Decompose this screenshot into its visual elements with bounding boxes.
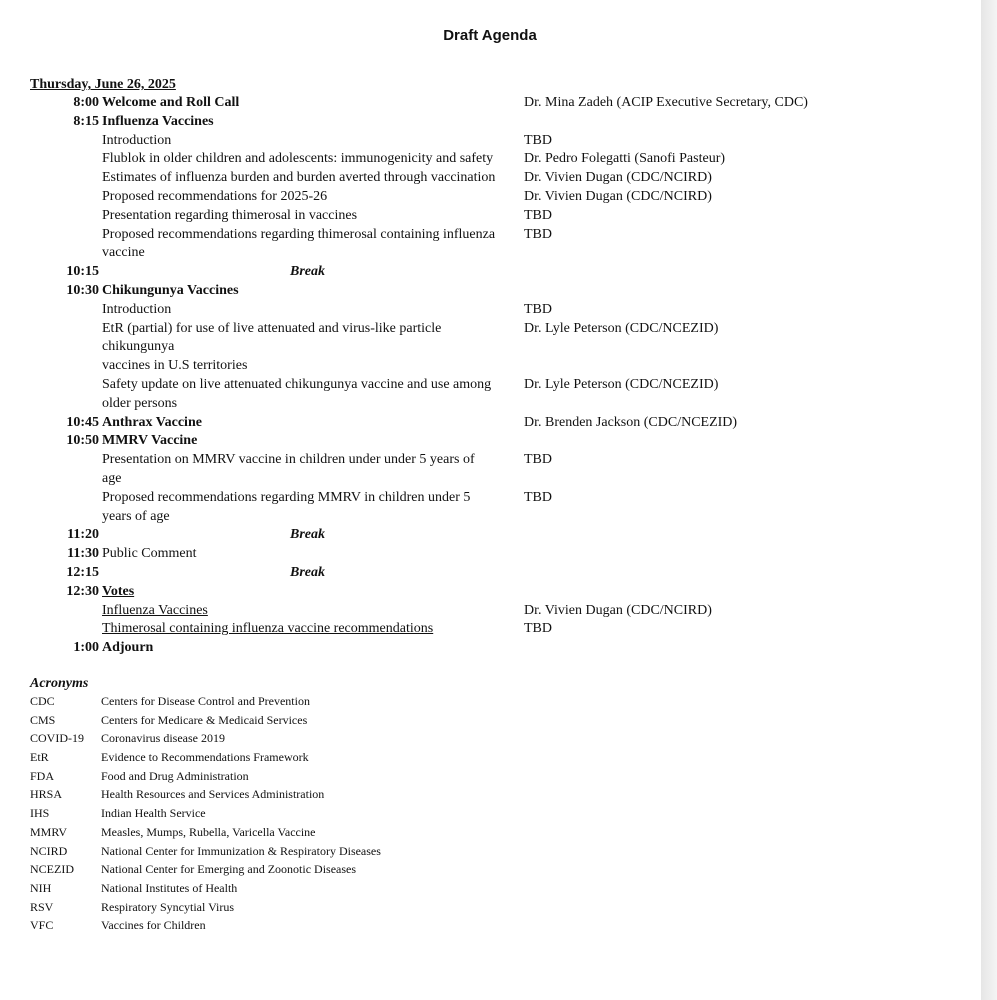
agenda-day-heading: Thursday, June 26, 2025 xyxy=(30,77,176,92)
acronym-abbr: CDC xyxy=(30,694,55,708)
agenda-topic: Influenza Vaccines xyxy=(102,113,214,129)
acronym-definition: Health Resources and Services Administration xyxy=(101,787,325,802)
agenda-row xyxy=(0,470,980,489)
agenda-speaker: TBD xyxy=(524,226,552,242)
agenda-topic: Presentation regarding thimerosal in vaccines xyxy=(102,207,358,223)
agenda-row xyxy=(0,338,980,357)
agenda-topic: Votes xyxy=(102,583,135,599)
agenda-time: 12:15 xyxy=(66,564,99,580)
agenda-speaker: Dr. Mina Zadeh (ACIP Executive Secretary, CDC) xyxy=(524,95,808,110)
agenda-topic: Presentation on MMRV vaccine in children under under 5 years of xyxy=(102,452,475,468)
agenda-row xyxy=(0,376,980,395)
agenda-break: Break xyxy=(290,264,325,280)
agenda-speaker: TBD xyxy=(524,452,552,468)
agenda-speaker: Dr. Lyle Peterson (CDC/NCEZID) xyxy=(524,320,719,336)
agenda-row xyxy=(0,94,980,113)
acronym-row xyxy=(30,748,530,767)
agenda-speaker: Dr. Lyle Peterson (CDC/NCEZID) xyxy=(524,376,719,392)
agenda-row xyxy=(0,620,980,639)
acronym-definition: Centers for Medicare & Medicaid Services xyxy=(101,712,308,727)
agenda-row xyxy=(0,132,980,151)
agenda-row xyxy=(0,489,980,508)
agenda-topic: MMRV Vaccine xyxy=(102,433,198,449)
acronym-abbr: NIH xyxy=(30,880,52,895)
agenda-topic: Thimerosal containing influenza vaccine recommendations xyxy=(102,621,434,637)
agenda-row xyxy=(0,244,980,263)
agenda-row xyxy=(0,639,980,658)
agenda-row xyxy=(0,545,980,564)
acronym-definition: Indian Health Service xyxy=(101,806,206,821)
acronym-definition: Coronavirus disease 2019 xyxy=(101,731,225,746)
agenda-topic: age xyxy=(102,470,122,486)
agenda-topic: Proposed recommendations for 2025-26 xyxy=(102,188,328,204)
agenda-time: 10:15 xyxy=(66,264,99,280)
acronyms-heading: Acronyms xyxy=(30,676,89,691)
agenda-time: 12:30 xyxy=(66,583,99,599)
agenda-topic: Influenza Vaccines xyxy=(102,602,208,618)
agenda-row xyxy=(0,432,980,451)
acronym-row xyxy=(30,711,530,730)
agenda-topic: vaccines in U.S territories xyxy=(102,358,248,374)
agenda-topic: Estimates of influenza burden and burden averted through vaccination xyxy=(102,170,496,186)
agenda-time: 8:15 xyxy=(73,113,99,129)
agenda-topic: Anthrax Vaccine xyxy=(102,414,202,430)
acronym-abbr: MMRV xyxy=(30,824,68,839)
acronym-definition: National Institutes of Health xyxy=(101,880,238,895)
acronym-row xyxy=(30,804,530,823)
agenda-row xyxy=(0,301,980,320)
agenda-speaker: Dr. Pedro Folegatti (Sanofi Pasteur) xyxy=(524,151,726,167)
acronym-row xyxy=(30,879,530,898)
agenda-speaker: Dr. Vivien Dugan (CDC/NCIRD) xyxy=(524,188,712,204)
acronym-row xyxy=(30,729,530,748)
agenda-topic: Flublok in older children and adolescents: immunogenicity and safety xyxy=(102,151,494,167)
agenda-row xyxy=(0,263,980,282)
acronym-abbr: COVID-19 xyxy=(30,731,84,746)
acronym-definition: Respiratory Syncytial Virus xyxy=(101,899,235,914)
agenda-time: 8:00 xyxy=(73,95,99,110)
acronym-definition: Centers for Disease Control and Prevention xyxy=(101,694,310,708)
acronyms-list xyxy=(30,692,530,935)
acronym-row xyxy=(30,898,530,917)
agenda-speaker: Dr. Brenden Jackson (CDC/NCEZID) xyxy=(524,414,738,430)
acronym-abbr: EtR xyxy=(30,750,49,765)
agenda-time: 10:45 xyxy=(66,414,99,430)
acronym-abbr: FDA xyxy=(30,768,55,783)
agenda-row xyxy=(0,357,980,376)
agenda-speaker: TBD xyxy=(524,132,552,148)
agenda-topic: chikungunya xyxy=(102,339,175,355)
agenda-topic: Proposed recommendations regarding MMRV in children under 5 xyxy=(102,489,471,505)
acronym-row xyxy=(30,842,530,861)
agenda-topic: Welcome and Roll Call xyxy=(102,95,240,110)
acronym-row xyxy=(30,692,530,711)
agenda-row xyxy=(0,226,980,245)
agenda-time: 11:30 xyxy=(67,546,99,562)
agenda-row xyxy=(0,282,980,301)
agenda-speaker: TBD xyxy=(524,207,552,223)
agenda-time: 1:00 xyxy=(73,640,99,656)
acronym-definition: Vaccines for Children xyxy=(101,918,206,933)
acronym-abbr: RSV xyxy=(30,899,54,914)
acronym-definition: Measles, Mumps, Rubella, Varicella Vaccine xyxy=(101,824,316,839)
agenda-break: Break xyxy=(290,564,325,580)
agenda-topic: Chikungunya Vaccines xyxy=(102,282,239,298)
acronym-abbr: NCEZID xyxy=(30,862,74,877)
acronym-abbr: CMS xyxy=(30,712,56,727)
agenda-speaker: TBD xyxy=(524,621,552,637)
agenda-break: Break xyxy=(290,527,325,543)
agenda-row xyxy=(0,320,980,339)
acronym-abbr: NCIRD xyxy=(30,843,68,858)
agenda-topic: Proposed recommendations regarding thimerosal containing influenza xyxy=(102,226,496,242)
acronym-definition: National Center for Emerging and Zoonotic Diseases xyxy=(101,862,357,877)
acronym-definition: Evidence to Recommendations Framework xyxy=(101,750,309,765)
agenda-row xyxy=(0,414,980,433)
page-edge-shadow xyxy=(981,0,997,1000)
agenda-topic: vaccine xyxy=(102,245,145,261)
agenda-row xyxy=(0,583,980,602)
agenda-topic: Introduction xyxy=(102,301,172,317)
agenda-row xyxy=(0,169,980,188)
acronym-row xyxy=(30,860,530,879)
agenda-row xyxy=(0,451,980,470)
agenda-speaker: Dr. Vivien Dugan (CDC/NCIRD) xyxy=(524,602,712,618)
document-title: Draft Agenda xyxy=(443,27,537,44)
agenda-row xyxy=(0,564,980,583)
acronym-definition: National Center for Immunization & Respiratory Diseases xyxy=(101,843,381,858)
agenda-row xyxy=(0,113,980,132)
agenda-row xyxy=(0,207,980,226)
agenda-topic: older persons xyxy=(102,395,178,411)
agenda-speaker: Dr. Vivien Dugan (CDC/NCIRD) xyxy=(524,170,712,186)
agenda-topic: Safety update on live attenuated chikungunya vaccine and use among xyxy=(102,376,492,392)
acronym-row xyxy=(30,823,530,842)
acronym-definition: Food and Drug Administration xyxy=(101,768,249,783)
agenda-topic: Adjourn xyxy=(102,640,154,656)
agenda-row xyxy=(0,150,980,169)
agenda-speaker: TBD xyxy=(524,301,552,317)
acronym-abbr: HRSA xyxy=(30,787,63,802)
acronym-row xyxy=(30,785,530,804)
agenda-time: 10:50 xyxy=(66,433,99,449)
agenda-speaker: TBD xyxy=(524,489,552,505)
agenda-topic: Public Comment xyxy=(102,546,197,562)
acronym-row xyxy=(30,916,530,935)
agenda-row xyxy=(0,526,980,545)
agenda-topic: years of age xyxy=(102,508,170,524)
agenda-row xyxy=(0,395,980,414)
agenda-row xyxy=(0,602,980,621)
agenda-time: 10:30 xyxy=(66,282,99,298)
agenda-row xyxy=(0,508,980,527)
acronym-abbr: IHS xyxy=(30,806,50,821)
agenda-row xyxy=(0,188,980,207)
acronym-row xyxy=(30,767,530,786)
agenda-list xyxy=(0,94,980,658)
agenda-topic: Introduction xyxy=(102,132,172,148)
acronym-abbr: VFC xyxy=(30,918,54,933)
agenda-time: 11:20 xyxy=(67,527,99,543)
agenda-topic: EtR (partial) for use of live attenuated and virus-like particle xyxy=(102,320,442,336)
